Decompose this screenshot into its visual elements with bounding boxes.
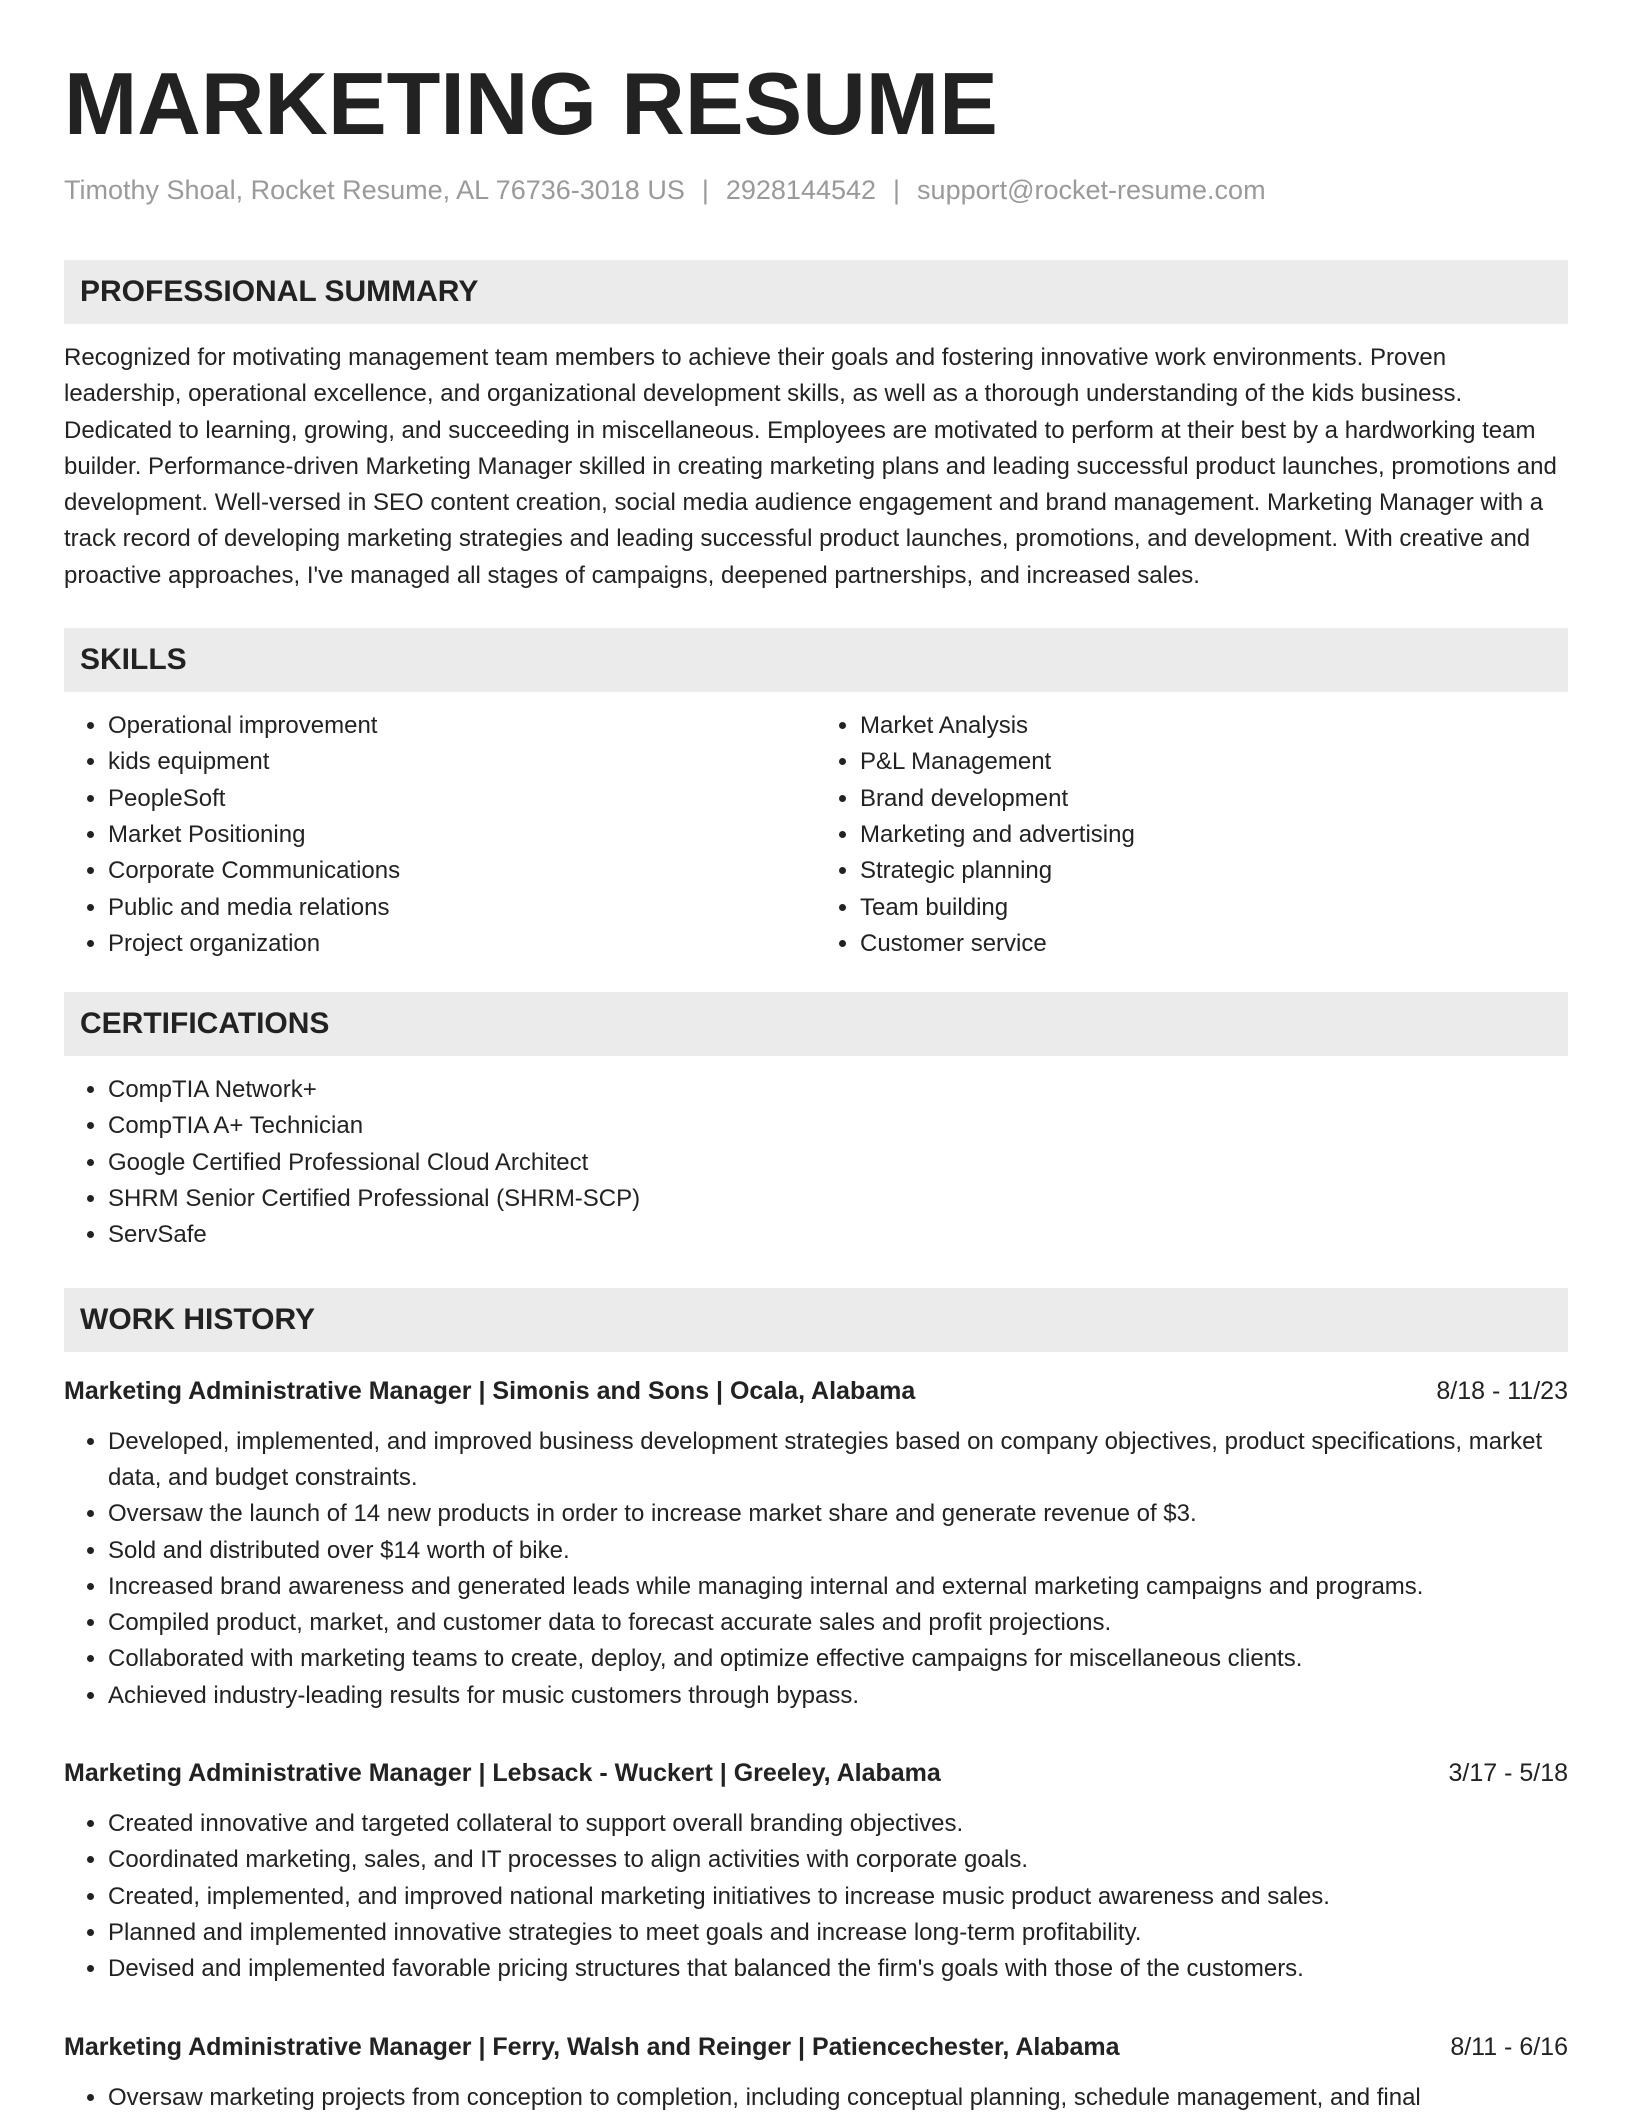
job-entry [64, 1372, 1568, 1714]
skill-item: • Strategic planning [860, 853, 1568, 889]
job-bullet: • Sold and distributed over $14 worth of bike. [108, 1533, 1568, 1569]
contact-address: Timothy Shoal, Rocket Resume, AL 76736-3018 US [64, 175, 685, 205]
job-bullet: • Achieved industry-leading results for music customers through bypass. [108, 1678, 1568, 1714]
certifications-heading: CERTIFICATIONS [64, 992, 1568, 1056]
contact-separator: | [701, 175, 709, 205]
job-bullet: • Coordinated marketing, sales, and IT processes to align activities with corporate goals. [108, 1842, 1568, 1878]
skills-columns [64, 708, 1568, 962]
job-bullet: • Compiled product, market, and customer data to forecast accurate sales and profit projections. [108, 1605, 1568, 1641]
job-bullet: • Collaborated with marketing teams to create, deploy, and optimize effective campaigns for miscellaneous clients. [108, 1641, 1568, 1677]
skill-item: • Marketing and advertising [860, 817, 1568, 853]
skill-item: • Public and media relations [108, 890, 816, 926]
job-bullets [64, 1806, 1568, 1987]
job-title: Marketing Administrative Manager | Lebsack - Wuckert | Greeley, Alabama [64, 1759, 941, 1788]
skill-item: • PeopleSoft [108, 781, 816, 817]
certification-item: • Google Certified Professional Cloud Architect [108, 1145, 1568, 1181]
work-history-heading: WORK HISTORY [64, 1288, 1568, 1352]
summary-heading: PROFESSIONAL SUMMARY [64, 260, 1568, 324]
job-header [64, 2028, 1568, 2066]
skill-item: • kids equipment [108, 744, 816, 780]
job-bullets [64, 1424, 1568, 1714]
skills-heading: SKILLS [64, 628, 1568, 692]
certification-item: • CompTIA Network+ [108, 1072, 1568, 1108]
skill-item: • Market Positioning [108, 817, 816, 853]
skill-item: • Corporate Communications [108, 853, 816, 889]
skill-item: • Brand development [860, 781, 1568, 817]
contact-phone: 2928144542 [725, 175, 877, 205]
skill-item: • Market Analysis [860, 708, 1568, 744]
skills-left-list [64, 708, 816, 962]
job-bullet: • Planned and implemented innovative strategies to meet goals and increase long-term profitability. [108, 1915, 1568, 1951]
contact-email: support@rocket-resume.com [917, 175, 1266, 205]
job-dates: 8/11 - 6/16 [1450, 2032, 1568, 2061]
certification-item: • CompTIA A+ Technician [108, 1108, 1568, 1144]
job-dates: 3/17 - 5/18 [1448, 1759, 1568, 1788]
job-bullet: • Oversaw the launch of 14 new products in order to increase market share and generate revenue of $3. [108, 1496, 1568, 1532]
skill-item: • Customer service [860, 926, 1568, 962]
job-title: Marketing Administrative Manager | Simonis and Sons | Ocala, Alabama [64, 1376, 916, 1405]
job-entry [64, 2028, 1568, 2112]
contact-line [64, 170, 1568, 210]
job-title: Marketing Administrative Manager | Ferry, Walsh and Reinger | Patiencechester, Alabama [64, 2032, 1120, 2061]
skills-right-list [816, 708, 1568, 962]
job-bullet: • Devised and implemented favorable pricing structures that balanced the firm's goals with those of the customers. [108, 1951, 1568, 1987]
job-entry [64, 1754, 1568, 1987]
summary-text: Recognized for motivating management team members to achieve their goals and fostering innovative work environments. Proven leadership, operational excellence, and organizational development skills, as well as a thorough understanding of the kids business. Dedicated to learning, growing, and succeeding in miscellaneous. Employees are motivated to perform at their best by a hardworking team builder. Performance-driven Marketing Manager skilled in creating marketing plans and leading successful product launches, promotions and development. Well-versed in SEO content creation, social media audience engagement and brand management. Marketing Manager with a track record of developing marketing strategies and leading successful product launches, promotions, and development. With creative and proactive approaches, I've managed all stages of campaigns, deepened partnerships, and increased sales. [64, 344, 1557, 589]
certifications-list [64, 1072, 1568, 1253]
certification-item: • ServSafe [108, 1217, 1568, 1253]
job-bullet: • Developed, implemented, and improved business development strategies based on company objectives, product specifications, market data, and budget constraints. [108, 1424, 1568, 1497]
certification-item: • SHRM Senior Certified Professional (SHRM-SCP) [108, 1181, 1568, 1217]
skill-item: • Team building [860, 890, 1568, 926]
skill-item: • Operational improvement [108, 708, 816, 744]
job-dates: 8/18 - 11/23 [1436, 1376, 1568, 1405]
job-header [64, 1754, 1568, 1792]
skill-item: • Project organization [108, 926, 816, 962]
contact-separator: | [893, 175, 901, 205]
job-bullet: • Oversaw marketing projects from conception to completion, including conceptual planning, schedule management, and final [108, 2080, 1568, 2112]
job-bullet: • Increased brand awareness and generated leads while managing internal and external marketing campaigns and programs. [108, 1569, 1568, 1605]
job-bullet: • Created innovative and targeted collateral to support overall branding objectives. [108, 1806, 1568, 1842]
skill-item: • P&L Management [860, 744, 1568, 780]
job-header [64, 1372, 1568, 1410]
job-bullet: • Created, implemented, and improved national marketing initiatives to increase music product awareness and sales. [108, 1879, 1568, 1915]
job-bullets [64, 2080, 1568, 2112]
resume-title: MARKETING RESUME [64, 54, 998, 153]
